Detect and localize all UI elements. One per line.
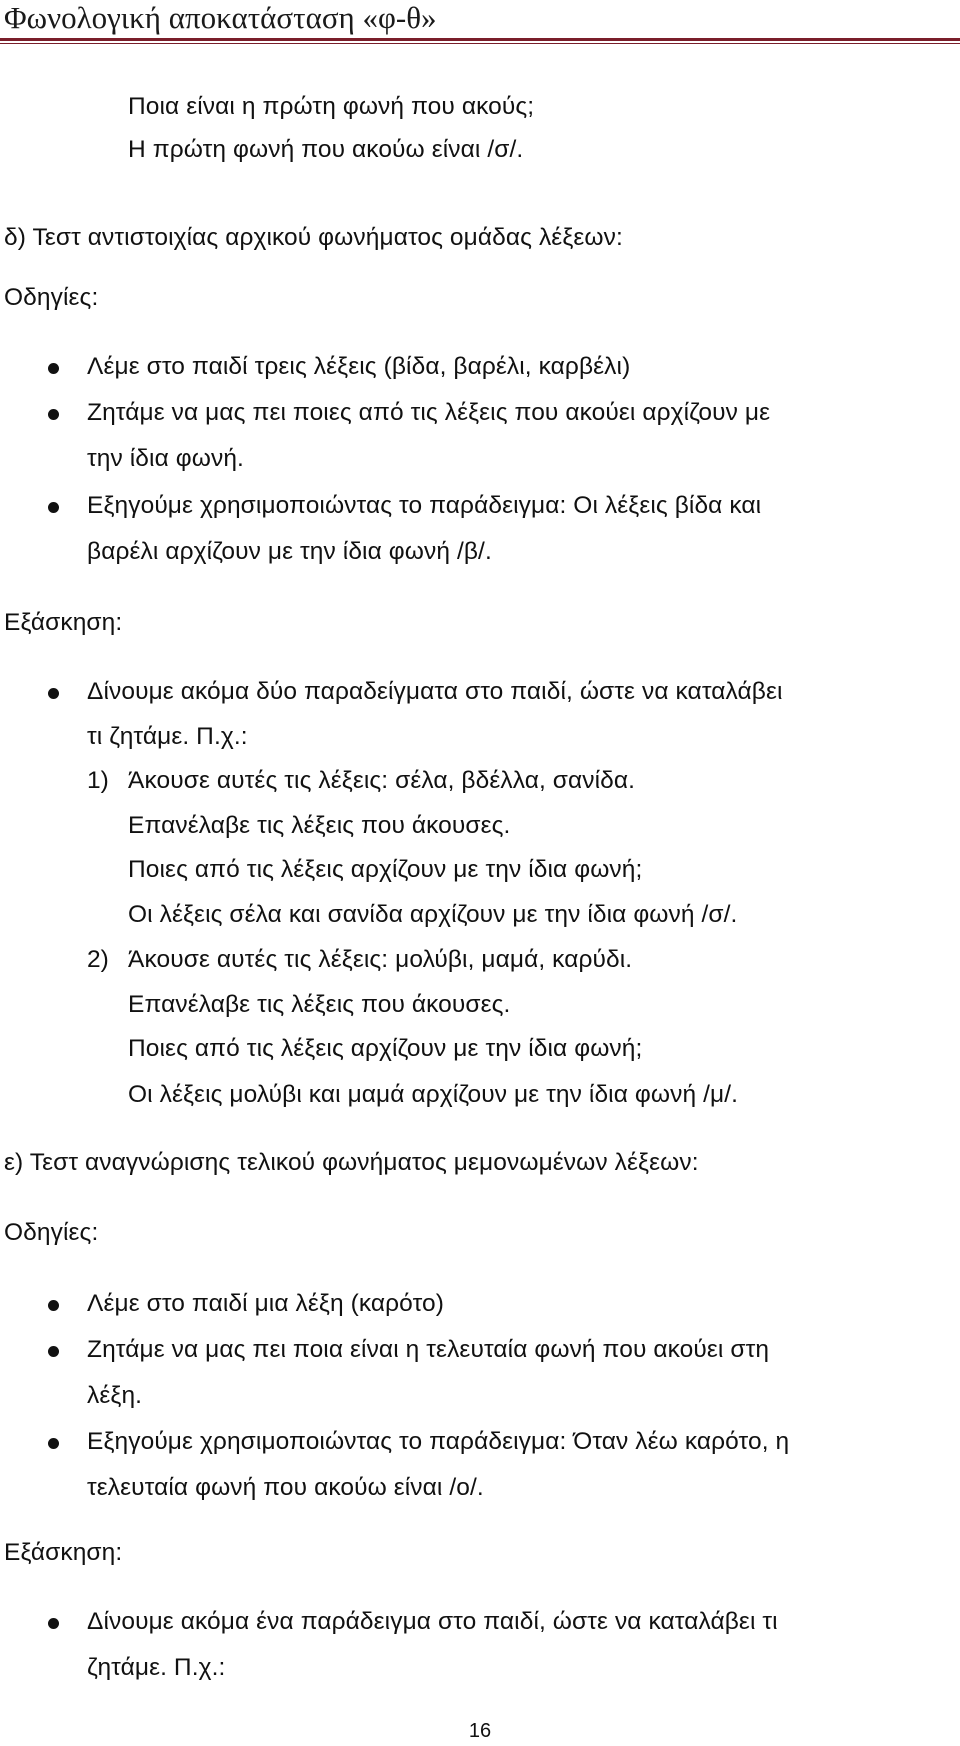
section-e-instruction-3-line-2: τελευταία φωνή που ακούω είναι /ο/. bbox=[87, 1474, 484, 1501]
section-e-instruction-1: Λέμε στο παιδί μια λέξη (καρότο) bbox=[87, 1290, 444, 1317]
header-divider-thin bbox=[0, 43, 960, 44]
example-2-line-4: Οι λέξεις μολύβι και μαμά αρχίζουν με την ίδια φωνή /μ/. bbox=[128, 1081, 739, 1108]
page-header bbox=[0, 0, 960, 46]
section-d-practice-1-line-2: τι ζητάμε. Π.χ.: bbox=[87, 723, 248, 750]
section-d-instructions-label: Οδηγίες: bbox=[4, 284, 99, 311]
bullet-icon bbox=[48, 502, 59, 513]
example-1-line-4: Οι λέξεις σέλα και σανίδα αρχίζουν με την ίδια φωνή /σ/. bbox=[128, 901, 738, 928]
section-e-practice-1-line-1: Δίνουμε ακόμα ένα παράδειγμα στο παιδί, ώστε να καταλάβει τι bbox=[87, 1608, 778, 1635]
example-1-line-2: Επανέλαβε τις λέξεις που άκουσες. bbox=[128, 812, 511, 839]
bullet-icon bbox=[48, 1438, 59, 1449]
bullet-icon bbox=[48, 688, 59, 699]
section-d-practice-1-line-1: Δίνουμε ακόμα δύο παραδείγματα στο παιδί, ώστε να καταλάβει bbox=[87, 678, 783, 705]
section-e-instructions-label: Οδηγίες: bbox=[4, 1219, 99, 1246]
section-d-instruction-2-line-2: την ίδια φωνή. bbox=[87, 445, 244, 472]
section-e-instruction-2-line-2: λέξη. bbox=[87, 1382, 143, 1409]
section-d-title: δ) Τεστ αντιστοιχίας αρχικού φωνήματος ομάδας λέξεων: bbox=[4, 224, 623, 251]
section-e-instruction-2-line-1: Ζητάμε να μας πει ποια είναι η τελευταία φωνή που ακούει στη bbox=[87, 1336, 770, 1363]
header-divider bbox=[0, 38, 960, 41]
document-title: Φωνολογική αποκατάσταση «φ-θ» bbox=[4, 0, 437, 35]
section-e-practice-label: Εξάσκηση: bbox=[4, 1539, 123, 1566]
bullet-icon bbox=[48, 409, 59, 420]
page-number: 16 bbox=[468, 1720, 492, 1742]
example-number: 1) bbox=[87, 767, 109, 794]
example-number: 2) bbox=[87, 946, 109, 973]
section-d-instruction-3-line-2: βαρέλι αρχίζουν με την ίδια φωνή /β/. bbox=[87, 538, 492, 565]
intro-answer: Η πρώτη φωνή που ακούω είναι /σ/. bbox=[128, 136, 524, 163]
example-1-line-1: Άκουσε αυτές τις λέξεις: σέλα, βδέλλα, σανίδα. bbox=[128, 767, 636, 794]
section-d-instruction-2-line-1: Ζητάμε να μας πει ποιες από τις λέξεις που ακούει αρχίζουν με bbox=[87, 399, 771, 426]
section-e-title: ε) Τεστ αναγνώρισης τελικού φωνήματος μεμονωμένων λέξεων: bbox=[4, 1149, 699, 1176]
section-e-practice-1-line-2: ζητάμε. Π.χ.: bbox=[87, 1654, 226, 1681]
example-2-line-1: Άκουσε αυτές τις λέξεις: μολύβι, μαμά, καρύδι. bbox=[128, 946, 633, 973]
section-e-instruction-3-line-1: Εξηγούμε χρησιμοποιώντας το παράδειγμα: Όταν λέω καρότο, η bbox=[87, 1428, 790, 1455]
example-2-line-2: Επανέλαβε τις λέξεις που άκουσες. bbox=[128, 991, 511, 1018]
bullet-icon bbox=[48, 1346, 59, 1357]
bullet-icon bbox=[48, 363, 59, 374]
example-1-line-3: Ποιες από τις λέξεις αρχίζουν με την ίδια φωνή; bbox=[128, 856, 643, 883]
bullet-icon bbox=[48, 1300, 59, 1311]
example-2-line-3: Ποιες από τις λέξεις αρχίζουν με την ίδια φωνή; bbox=[128, 1035, 643, 1062]
intro-question: Ποια είναι η πρώτη φωνή που ακούς; bbox=[128, 93, 535, 120]
section-d-instruction-3-line-1: Εξηγούμε χρησιμοποιώντας το παράδειγμα: Οι λέξεις βίδα και bbox=[87, 492, 762, 519]
bullet-icon bbox=[48, 1618, 59, 1629]
section-d-practice-label: Εξάσκηση: bbox=[4, 609, 123, 636]
section-d-instruction-1: Λέμε στο παιδί τρεις λέξεις (βίδα, βαρέλι, καρβέλι) bbox=[87, 353, 631, 380]
